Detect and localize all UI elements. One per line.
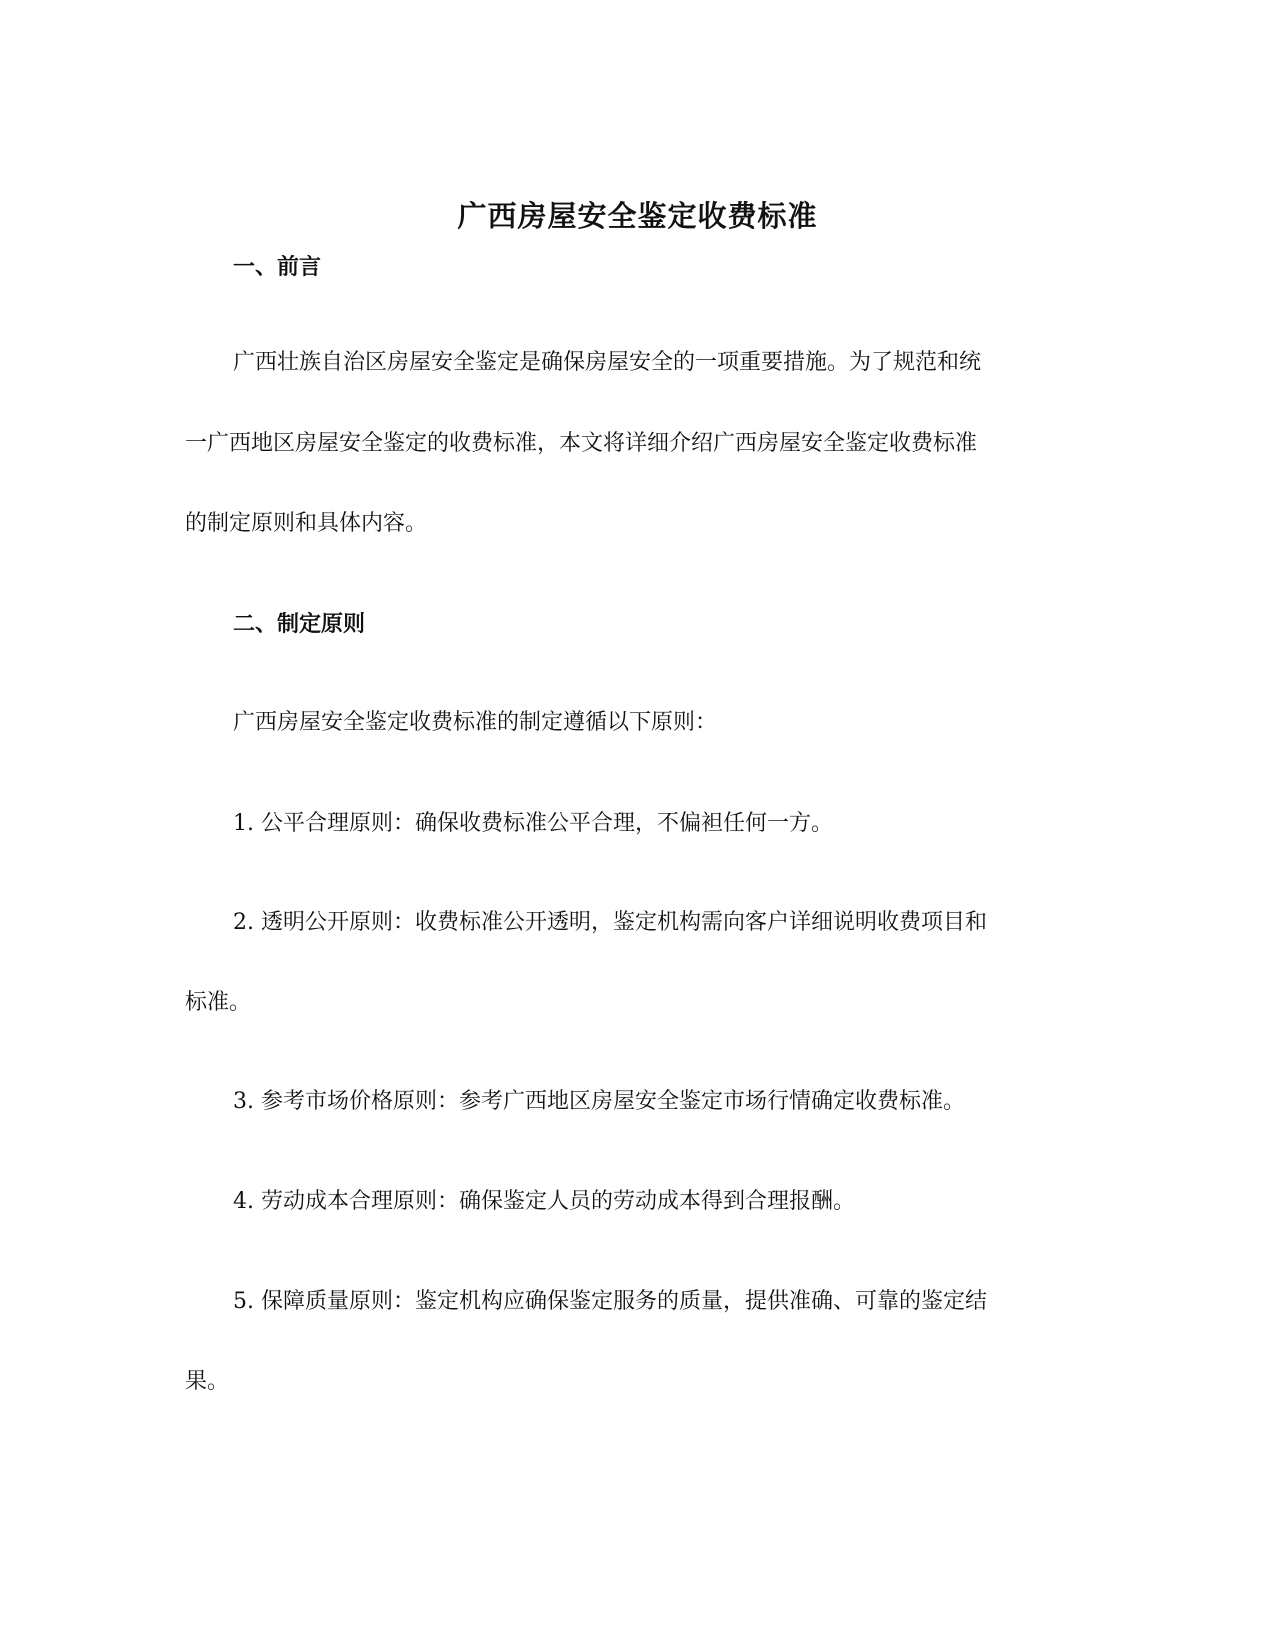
principle-item-4: 4. 劳动成本合理原则：确保鉴定人员的劳动成本得到合理报酬。 <box>233 1189 855 1214</box>
principle-item-2-continuation: 标准。 <box>185 990 252 1015</box>
principle-item-5-continuation: 果。 <box>185 1369 230 1394</box>
document-title: 广西房屋安全鉴定收费标准 <box>457 199 818 233</box>
section-heading-preface: 一、前言 <box>233 254 322 280</box>
principles-intro: 广西房屋安全鉴定收费标准的制定遵循以下原则： <box>233 710 718 735</box>
principle-item-1: 1. 公平合理原则：确保收费标准公平合理，不偏袒任何一方。 <box>233 811 833 836</box>
preface-paragraph-line: 的制定原则和具体内容。 <box>185 511 428 536</box>
principle-item-2: 2. 透明公开原则：收费标准公开透明，鉴定机构需向客户详细说明收费项目和 <box>233 910 987 935</box>
principle-item-3: 3. 参考市场价格原则：参考广西地区房屋安全鉴定市场行情确定收费标准。 <box>233 1089 965 1114</box>
principle-item-5: 5. 保障质量原则：鉴定机构应确保鉴定服务的质量，提供准确、可靠的鉴定结 <box>233 1289 987 1314</box>
preface-paragraph-line: 广西壮族自治区房屋安全鉴定是确保房屋安全的一项重要措施。为了规范和统 <box>233 350 982 375</box>
section-heading-principles: 二、制定原则 <box>233 611 366 637</box>
preface-paragraph-line: 一广西地区房屋安全鉴定的收费标准，本文将详细介绍广西房屋安全鉴定收费标准 <box>185 431 978 456</box>
